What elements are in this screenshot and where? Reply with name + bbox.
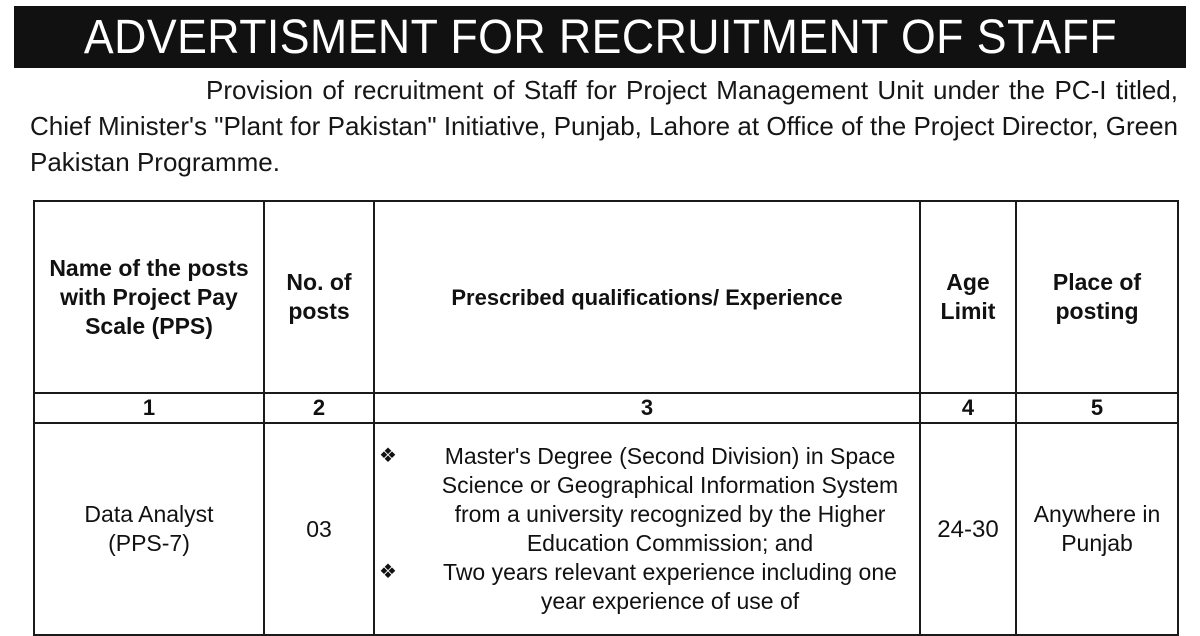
age-limit-cell: 24-30 xyxy=(920,423,1016,635)
title-banner xyxy=(14,6,1186,68)
column-number: 1 xyxy=(34,393,264,423)
header-posts-count: No. of posts xyxy=(264,201,374,393)
column-number: 2 xyxy=(264,393,374,423)
diamond-bullet-icon: ❖ xyxy=(379,445,397,467)
qualification-item xyxy=(375,558,919,616)
column-number: 3 xyxy=(374,393,920,423)
qualification-text: Master's Degree (Second Division) in Space Science or Geographical Information System from a university recognized by the Higher Education Commission; and xyxy=(441,443,899,556)
diamond-bullet-icon: ❖ xyxy=(379,561,397,583)
posts-count-cell: 03 xyxy=(264,423,374,635)
header-post-name: Name of the posts with Project Pay Scale (PPS) xyxy=(34,201,264,393)
intro-paragraph: Provision of recruitment of Staff for Project Management Unit under the PC-I titled, Chief Minister's "Plant for Pakistan" Initiative, Punjab, Lahore at Office of the Project Director, Green Pakistan Programme. xyxy=(30,75,1178,177)
page-title: ADVERTISMENT FOR RECRUITMENT OF STAFF xyxy=(83,10,1117,64)
qualifications-cell xyxy=(374,423,920,635)
header-qualifications: Prescribed qualifications/ Experience xyxy=(374,201,920,393)
qualification-text: Two years relevant experience including one year experience of use of xyxy=(443,559,897,614)
header-age-limit: Age Limit xyxy=(920,201,1016,393)
column-number: 5 xyxy=(1016,393,1178,423)
recruitment-table xyxy=(33,200,1179,636)
header-place-of-posting: Place of posting xyxy=(1016,201,1178,393)
place-of-posting-cell: Anywhere in Punjab xyxy=(1016,423,1178,635)
header-row xyxy=(34,201,1178,393)
pay-scale: (PPS-7) xyxy=(108,530,190,556)
column-number-row xyxy=(34,393,1178,423)
qualification-item xyxy=(375,442,919,558)
table-row xyxy=(34,423,1178,635)
column-number: 4 xyxy=(920,393,1016,423)
post-name-cell xyxy=(34,423,264,635)
post-name: Data Analyst xyxy=(84,501,214,527)
